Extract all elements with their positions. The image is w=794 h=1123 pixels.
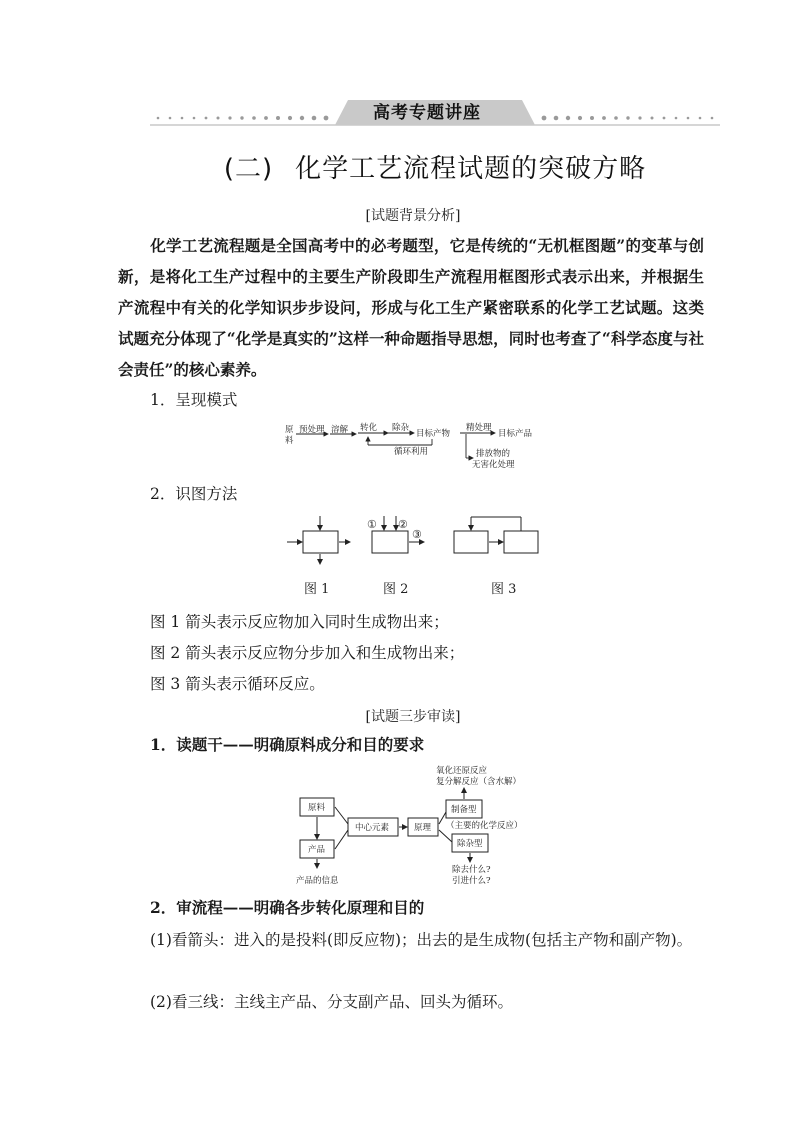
flow-raw-b: 料: [285, 436, 294, 446]
point-1-paragraph: [118, 925, 704, 956]
label-center: 中心元素: [355, 823, 390, 833]
fig2-label: 图 2: [383, 582, 409, 597]
fig2-mark-1: ①: [367, 518, 377, 531]
section-heading-background: [试题背景分析]: [365, 208, 461, 224]
item-presentation-mode: 1．呈现模式: [150, 391, 238, 409]
point-1-text: (1)看箭头：进入的是投料(即反应物)；出去的是生成物(包括主产物和副产物)。: [150, 931, 693, 949]
fig3-box-right: [504, 531, 538, 553]
step-2-heading: 2．审流程——明确各步转化原理和目的: [150, 898, 425, 917]
banner-title: 高考专题讲座: [373, 103, 481, 123]
figure-note-3: 图 3 箭头表示循环反应。: [150, 675, 325, 693]
fig2-mark-3: ③: [412, 528, 422, 541]
flow-diagram: [282, 418, 544, 474]
title-text: 化学工艺流程试题的突破方略: [295, 154, 647, 184]
label-remove-q: 除去什么?: [452, 865, 491, 875]
label-raw: 原料: [308, 803, 326, 813]
fig1-label: 图 1: [304, 582, 330, 597]
title-number: (二): [223, 154, 274, 184]
fig2-box: [372, 531, 408, 553]
fig3-label: 图 3: [491, 582, 517, 597]
reading-diagram: [286, 762, 546, 890]
flow-convert: 转化: [360, 423, 378, 433]
flow-target: 目标产物: [416, 429, 451, 439]
page-title: [150, 148, 720, 185]
flow-recycle: 循环利用: [394, 447, 429, 457]
label-metathesis: 复分解反应（含水解）: [436, 777, 522, 787]
flow-emission: 排放物的: [476, 449, 511, 459]
flow-product: 目标产品: [498, 429, 533, 439]
label-product: 产品: [308, 845, 326, 855]
label-principle: 原理: [414, 823, 432, 833]
item-reading-method: 2．识图方法: [150, 485, 238, 503]
fig3-box-left: [454, 531, 488, 553]
figures-diagram: [284, 514, 546, 604]
label-main-reaction: （主要的化学反应）: [446, 821, 523, 831]
flow-dissolve: 溶解: [331, 425, 349, 435]
flow-purify: 除杂: [392, 423, 410, 433]
fig2-mark-2: ②: [398, 518, 408, 531]
banner-dots-left: [157, 116, 329, 121]
banner-dots-right: [542, 116, 714, 121]
intro-text: 化学工艺流程题是全国高考中的必考题型，它是传统的“无机框图题”的变革与创新，是将化工生产过程中的主要生产阶段即生产流程用框图形式表示出来，并根据生产流程中有关的化学知识步步设问，形成与化工生产紧密联系的化学工艺试题。这类试题充分体现了“化学是真实的”这样一种命题指导思想，同时也考查了“科学态度与社会责任”的核心素养。: [118, 236, 704, 379]
label-prep: 制备型: [451, 805, 477, 815]
figure-note-2: 图 2 箭头表示反应物分步加入和生成物出来；: [150, 644, 465, 662]
flow-harmless: 无害化处理: [472, 460, 515, 470]
point-2-paragraph: [118, 987, 704, 1018]
label-introduce-q: 引进什么?: [452, 876, 491, 886]
label-purify: 除杂型: [457, 839, 483, 849]
figure-note-1: 图 1 箭头表示反应物加入同时生成物出来；: [150, 613, 449, 631]
label-redox: 氧化还原反应: [436, 766, 488, 776]
flow-pre: 预处理: [299, 425, 325, 435]
intro-paragraph: [118, 230, 704, 385]
flow-raw-a: 原: [285, 425, 294, 435]
step-1-heading: 1．读题干——明确原料成分和目的要求: [150, 735, 425, 754]
flow-refine: 精处理: [466, 423, 492, 433]
fig1-box: [303, 531, 338, 553]
label-product-info: 产品的信息: [296, 876, 339, 886]
point-2-text: (2)看三线：主线主产品、分支副产品、回头为循环。: [150, 993, 513, 1011]
section-heading-three-steps: [试题三步审读]: [365, 709, 461, 725]
